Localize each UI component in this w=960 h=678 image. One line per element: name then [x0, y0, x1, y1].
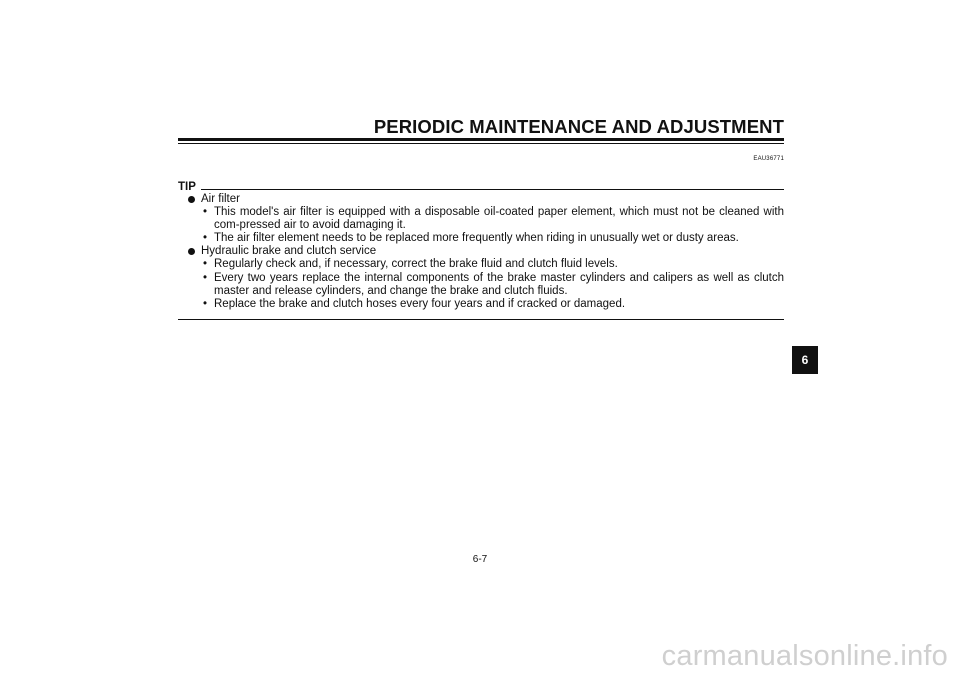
tip-item-text: Every two years replace the internal components of the brake master cylinders and calipers as well as clutch master and release cylinders, and change the brake and clutch fluids.	[214, 271, 784, 297]
tip-item-text: Regularly check and, if necessary, correct the brake fluid and clutch fluid levels.	[214, 258, 618, 271]
tip-top-rule	[201, 189, 784, 190]
tip-body	[188, 193, 784, 311]
header-rule-thin	[178, 143, 784, 144]
tip-item	[188, 206, 784, 232]
page-number: 6-7	[472, 554, 488, 565]
bullet-icon: •	[203, 297, 208, 310]
section-tab: 6	[792, 346, 818, 374]
bullet-icon: •	[203, 232, 208, 245]
bullet-icon: •	[203, 271, 208, 284]
tip-bottom-rule	[178, 319, 784, 320]
header-rule	[178, 138, 784, 141]
tip-item-text: The air filter element needs to be replaced more frequently when riding in unusually wet or dusty areas.	[214, 232, 739, 245]
tip-item	[188, 232, 784, 245]
tip-section-title: Hydraulic brake and clutch service	[201, 245, 377, 258]
tip-section-brake-clutch	[188, 245, 784, 258]
tip-item	[188, 272, 784, 298]
watermark: carmanualsonline.info	[661, 640, 948, 672]
tip-section-air-filter	[188, 193, 784, 206]
tip-item-text: This model's air filter is equipped with a disposable oil-coated paper element, which must not be cleaned with com-pressed air to avoid damaging it.	[214, 206, 784, 232]
tip-section-title: Air filter	[201, 193, 240, 205]
bullet-dot-icon	[188, 248, 195, 255]
bullet-icon: •	[203, 258, 208, 271]
tip-item-text: Replace the brake and clutch hoses every four years and if cracked or damaged.	[214, 297, 626, 310]
page-title: PERIODIC MAINTENANCE AND ADJUSTMENT	[373, 116, 784, 137]
tip-item	[188, 258, 784, 271]
bullet-icon: •	[203, 206, 208, 219]
bullet-dot-icon	[188, 196, 195, 203]
tip-item	[188, 298, 784, 311]
tip-label: TIP	[178, 181, 196, 193]
document-code: EAU36771	[753, 156, 784, 162]
